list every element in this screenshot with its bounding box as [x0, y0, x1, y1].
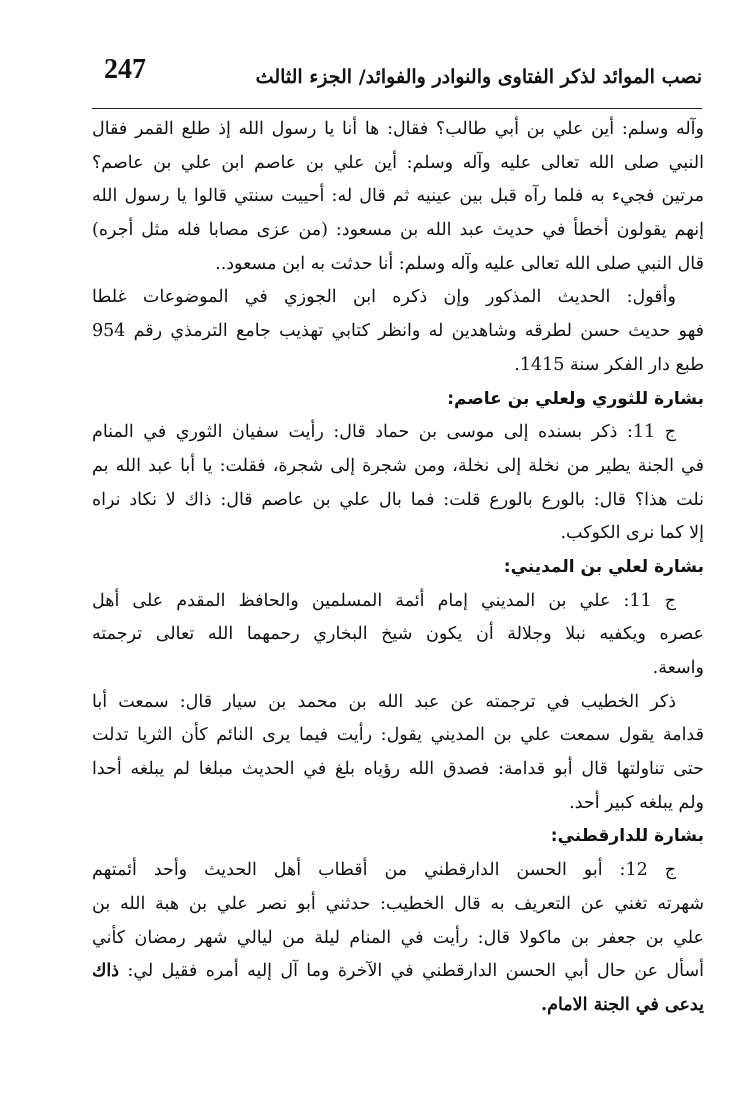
text-line: وآله وسلم: أين علي بن أبي طالب؟ فقال: ها أنا يا رسول الله إذ طلع القمر فقال [92, 119, 704, 139]
text-line: وأقول: الحديث المذكور وإن ذكره ابن الجوزي في الموضوعات غلطا [92, 287, 676, 308]
text-line: إنهم يقولون أخطأ في حديث عبد الله بن مسعود: (من عزى مصابا فله مثل أجره) [92, 220, 704, 241]
text-line: قال النبي صلى الله تعالى عليه وآله وسلم: أنا حدثت به ابن مسعود.. [215, 253, 704, 274]
section-heading: بشارة للدارقطني: [550, 826, 704, 847]
text-line: عصره ويكفيه نبلا وجلالة أن يكون شيخ البخاري رحمهما الله تعالى ترجمته [92, 624, 704, 645]
text-line: النبي صلى الله تعالى عليه وآله وسلم: أين علي بن عاصم ابن علي بن عاصم؟ [92, 152, 704, 173]
section-heading: بشارة للثوري ولعلي بن عاصم: [447, 388, 704, 409]
text-line: ج 11: ذكر بسنده إلى موسى بن حماد قال: رأيت سفيان الثوري في المنام [92, 422, 676, 443]
section-heading: بشارة لعلي بن المديني: [503, 556, 704, 577]
text-line: إلا كما نرى الكوكب. [560, 523, 704, 544]
text-line: ذكر الخطيب في ترجمته عن عبد الله بن محمد بن سيار قال: سمعت أبا [92, 691, 676, 712]
bold-text-fragment: ذاك [92, 961, 120, 982]
text-line: يدعى في الجنة الامام. [541, 994, 704, 1015]
text-line: ج 11: علي بن المديني إمام أئمة المسلمين والحافظ المقدم على أهل [92, 590, 676, 611]
page-number: 247 [104, 54, 146, 85]
book-title: نصب الموائد لذكر الفتاوى والنوادر والفوائد/ الجزء الثالث [255, 66, 702, 88]
page-body [92, 113, 704, 1023]
text-line [92, 955, 704, 989]
text-line: طبع دار الفكر سنة 1415. [514, 354, 704, 375]
text-line: قدامة يقول سمعت علي بن المديني يقول: رأيت فيما يرى النائم كأن الثريا تدلت [92, 725, 704, 746]
text-line: نلت هذا؟ قال: بالورع بالورع قلت: فما بال علي بن عاصم قال: ذاك لا نكاد نراه [92, 489, 704, 510]
text-line: مرتين فجيء به فلما رآه قبل بين عينيه ثم قال له: أحييت سنتي قالوا يا رسول الله [92, 186, 704, 207]
text-line: واسعة. [652, 658, 704, 678]
text-line: علي بن جعفر بن ماكولا قال: رأيت في المنام ليلة من ليالي شهر رمضان كأني [92, 927, 704, 948]
text-line: في الجنة يطير من نخلة إلى نخلة، ومن شجرة إلى شجرة، فقلت: يا أبا عبد الله بم [92, 455, 704, 476]
text-line: ج 12: أبو الحسن الدارقطني من أقطاب أهل الحديث وأحد أئمتهم [92, 860, 677, 881]
text-line: ولم يبلغه كبير أحد. [569, 792, 704, 813]
text-line: حتى تناولتها قال أبو قدامة: فصدق الله رؤياه بلغ في الحديث مبلغا لم يبلغه أحدا [92, 759, 704, 780]
text-fragment: أسأل عن حال أبي الحسن الدارقطني في الآخرة وما آل إليه أمره فقيل لي: [127, 961, 704, 982]
text-line: فهو حديث حسن لطرقه وشاهدين له وانظر كتابي تهذيب جامع الترمذي رقم 954 [92, 321, 704, 342]
text-line: شهرته تغني عن التعريف به قال الخطيب: حدثني أبو نصر علي بن هبة الله بن [92, 893, 704, 914]
header-divider [92, 108, 702, 109]
page-header [92, 52, 702, 102]
